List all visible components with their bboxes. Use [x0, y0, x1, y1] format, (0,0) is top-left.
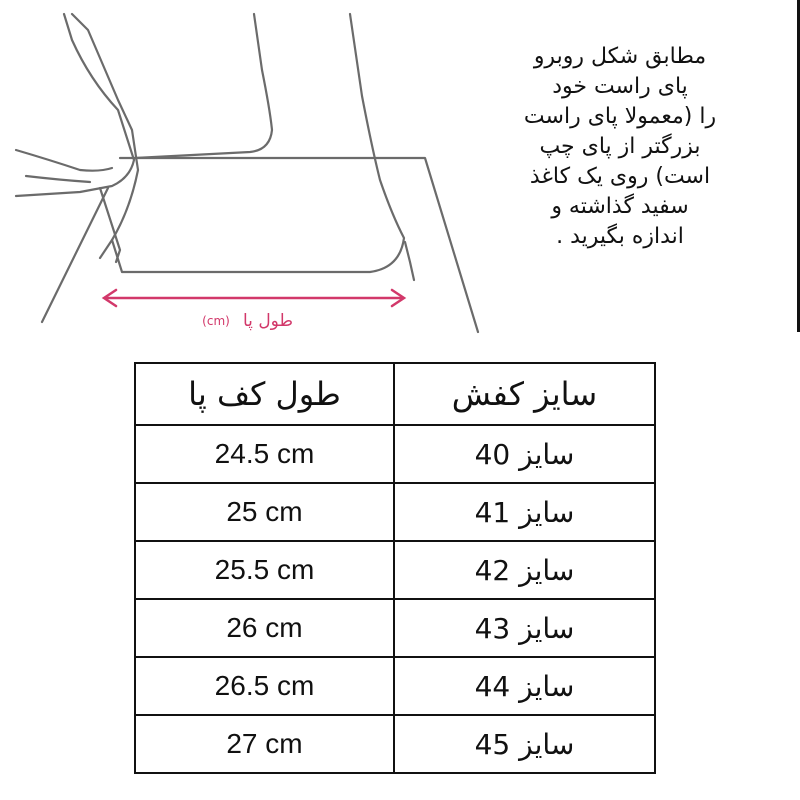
- instruction-line: اندازه بگیرید .: [556, 224, 684, 249]
- instruction-line: سفید گذاشته و: [551, 194, 689, 219]
- foot-measurement-illustration: [0, 0, 480, 340]
- shoe-size-cell: سایز 41: [394, 483, 655, 541]
- header-foot-length: طول کف پا: [135, 363, 394, 425]
- table-row: [135, 425, 655, 483]
- table-row: [135, 599, 655, 657]
- instruction-line: است) روی یک کاغذ: [529, 164, 711, 189]
- leg-back-line: [135, 14, 272, 158]
- instruction-line: را (معمولا پای راست: [523, 104, 717, 129]
- shoe-size-cell: سایز 42: [394, 541, 655, 599]
- shoe-size-cell: سایز 44: [394, 657, 655, 715]
- instruction-line: مطابق شکل روبرو: [533, 44, 707, 69]
- foot-length-cell: 25.5 cm: [135, 541, 394, 599]
- paper-sheet-edge: [42, 188, 108, 322]
- table-row: [135, 483, 655, 541]
- measure-unit: (cm): [202, 314, 230, 328]
- foot-length-cell: 24.5 cm: [135, 425, 394, 483]
- foot-length-cell: 27 cm: [135, 715, 394, 773]
- shoe-size-cell: سایز 45: [394, 715, 655, 773]
- foot-length-cell: 25 cm: [135, 483, 394, 541]
- shoe-size-cell: سایز 40: [394, 425, 655, 483]
- table-row: [135, 657, 655, 715]
- shoe-size-cell: سایز 43: [394, 599, 655, 657]
- foot-length-cell: 26.5 cm: [135, 657, 394, 715]
- header-shoe-size: سایز کفش: [394, 363, 655, 425]
- heel-tick: [405, 242, 414, 280]
- leg-outline: [72, 14, 404, 272]
- paper-sheet-outline: [120, 158, 478, 332]
- instruction-line: بزرگتر از پای چپ: [539, 134, 701, 159]
- hand-finger-2: [26, 176, 90, 182]
- pen-line: [100, 188, 120, 262]
- shoe-size-table: [134, 362, 656, 774]
- measurement-instructions: [470, 42, 770, 252]
- foot-length-cell: 26 cm: [135, 599, 394, 657]
- table-row: [135, 541, 655, 599]
- hand-finger-1: [16, 150, 112, 171]
- instruction-line: پای راست خود: [552, 74, 688, 99]
- toe-tick: [100, 240, 112, 258]
- table-header-row: [135, 363, 655, 425]
- table-row: [135, 715, 655, 773]
- measure-label: طول پا: [243, 311, 293, 331]
